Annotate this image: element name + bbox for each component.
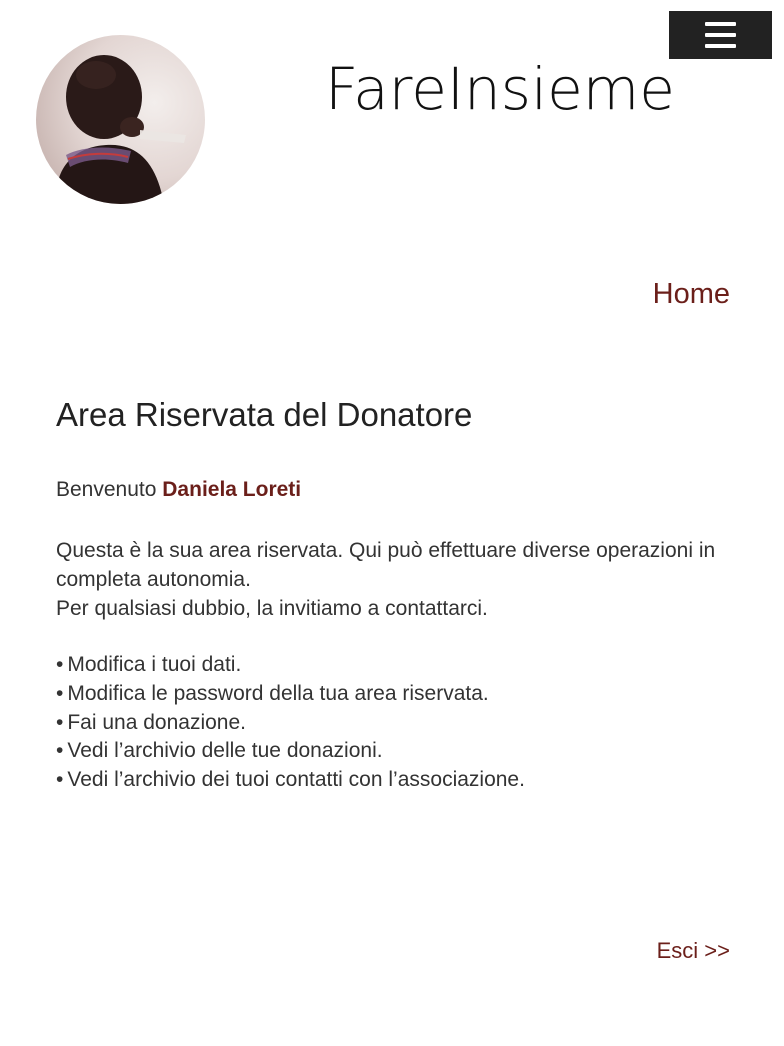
intro-line-1: Questa è la sua area riservata. Qui può effettuare diverse operazioni in completa autonomia. [56,539,716,591]
intro-text [56,536,746,623]
action-edit-password[interactable]: • Modifica le password della tua area riservata. [56,681,489,705]
action-make-donation[interactable]: • Fai una donazione. [56,710,246,734]
page-title: Area Riservata del Donatore [56,396,473,433]
nav-home-link[interactable]: Home [652,278,730,310]
welcome-prefix: Benvenuto [56,478,157,501]
site-title: FareInsieme [325,55,675,123]
action-edit-data[interactable]: • Modifica i tuoi dati. [56,653,242,676]
menu-button[interactable] [669,11,772,59]
action-donation-archive[interactable]: • Vedi l’archivio delle tue donazioni. [56,739,383,763]
logo-image [36,35,205,204]
intro-line-2: Per qualsiasi dubbio, la invitiamo a contattarci. [56,597,488,620]
welcome-message [56,478,301,502]
logout-link[interactable]: Esci >> [656,938,730,963]
actions-list [56,651,525,795]
action-contacts-archive[interactable]: • Vedi l’archivio dei tuoi contatti con l’associazione. [56,768,525,792]
hamburger-menu-icon [705,22,736,26]
user-name: Daniela Loreti [162,478,302,501]
